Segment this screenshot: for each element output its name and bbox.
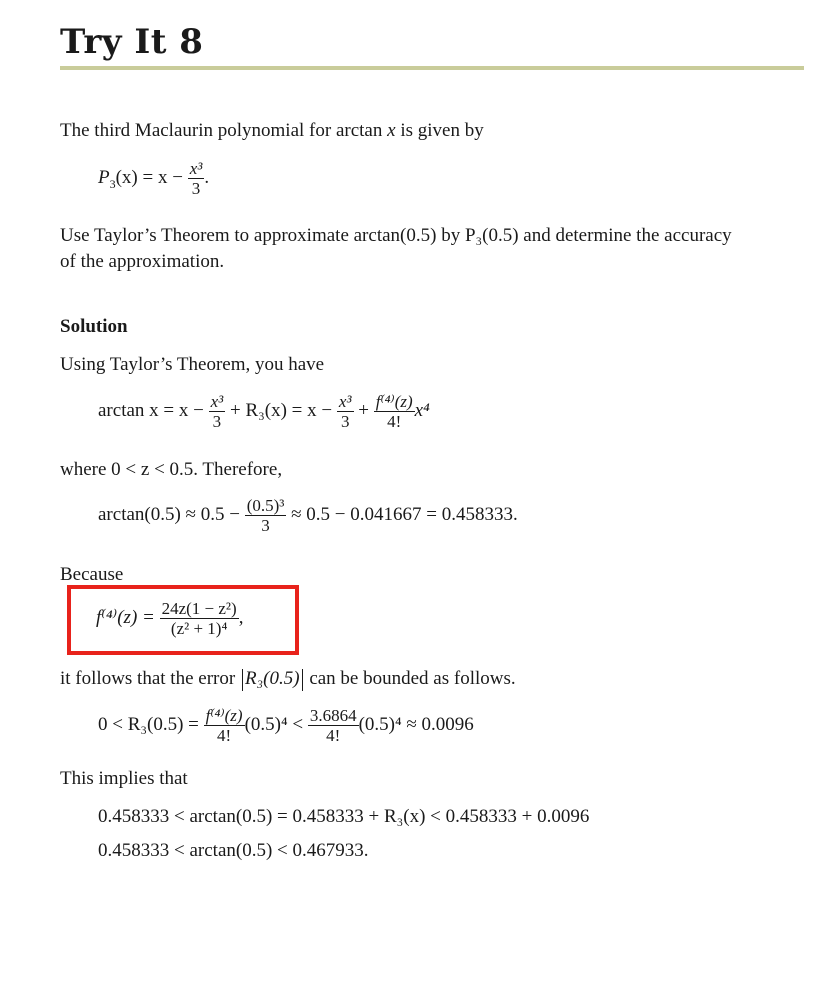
eq2-tail: ≈ 0.5 − 0.041667 = 0.458333. xyxy=(291,504,518,526)
title-divider xyxy=(60,66,804,70)
intro-text xyxy=(60,120,484,142)
eq1-plus: + xyxy=(358,400,369,422)
follows-before: it follows that the error xyxy=(60,668,236,689)
intro-text-var: x xyxy=(387,120,396,141)
arctan-approx-equation xyxy=(98,497,518,535)
eq3-tail: , xyxy=(238,607,244,629)
poly-arg: (x) = x − xyxy=(115,167,183,189)
eq1-frac2-num: x³ xyxy=(338,392,352,411)
eq1-frac1-den: 3 xyxy=(209,411,226,431)
eq3-num: 24z(1 − z²) xyxy=(161,599,237,618)
eq1-frac2-den: 3 xyxy=(337,411,354,431)
intro-text-before: The third Maclaurin polynomial for arctan xyxy=(60,120,388,141)
eq1-tail: x⁴ xyxy=(414,400,430,422)
eq1-fraction-1 xyxy=(209,393,226,431)
poly-num: x³ xyxy=(189,159,203,178)
intro-text-after: is given by xyxy=(395,120,484,141)
fourth-derivative-equation xyxy=(96,600,243,638)
poly-den: 3 xyxy=(188,178,205,198)
inequality-line-2: 0.458333 < arctan(0.5) < 0.467933. xyxy=(98,840,369,861)
eq1-fraction-2 xyxy=(337,393,354,431)
poly-end: . xyxy=(204,167,210,189)
eq1-frac1-num: x³ xyxy=(210,392,224,411)
poly-sub: 3 xyxy=(109,177,116,192)
eq3-lhs: f⁽⁴⁾(z) = xyxy=(96,607,155,629)
poly-fraction xyxy=(188,160,205,198)
eq1-frac3-num: f⁽⁴⁾(z) xyxy=(375,392,413,411)
eq4-den2: 4! xyxy=(308,725,359,745)
eq3-fraction xyxy=(160,600,239,638)
because-text: Because xyxy=(60,564,124,585)
eq4-den1: 4! xyxy=(204,725,245,745)
eq4-num2: 3.6864 xyxy=(309,706,357,725)
inequality-line-1: 0.458333 < arctan(0.5) = 0.458333 + R₃(x) < 0.458333 + 0.0096 xyxy=(98,806,590,827)
eq4-num1: f⁽⁴⁾(z) xyxy=(205,706,243,725)
where-line: where 0 < z < 0.5. Therefore, xyxy=(60,459,283,480)
eq4-fraction-2 xyxy=(308,707,359,745)
implies-text: This implies that xyxy=(60,768,188,789)
eq2-den: 3 xyxy=(245,515,287,535)
eq4-tail: (0.5)⁴ ≈ 0.0096 xyxy=(358,714,474,736)
abs-bar-right xyxy=(302,669,303,691)
eq2-lhs: arctan(0.5) ≈ 0.5 − xyxy=(98,504,240,526)
eq2-fraction xyxy=(245,497,287,535)
error-bound-equation xyxy=(98,707,474,745)
task-line-2: of the approximation. xyxy=(60,251,225,272)
solution-heading: Solution xyxy=(60,316,128,337)
eq4-fraction-1 xyxy=(204,707,245,745)
eq4-lhs: 0 < R₃(0.5) = xyxy=(98,714,199,736)
polynomial-equation xyxy=(98,160,209,198)
solution-intro: Using Taylor’s Theorem, you have xyxy=(60,354,325,375)
follows-after: can be bounded as follows. xyxy=(309,668,516,689)
taylor-equation xyxy=(98,393,430,431)
eq1-fraction-3 xyxy=(374,393,415,431)
follows-text xyxy=(60,668,516,691)
eq1-lhs: arctan x = x − xyxy=(98,400,204,422)
eq4-mid: (0.5)⁴ < xyxy=(244,714,304,736)
eq1-frac3-den: 4! xyxy=(374,411,415,431)
task-line-1: Use Taylor’s Theorem to approximate arctan(0.5) by P₃(0.5) and determine the accuracy xyxy=(60,225,732,246)
eq1-mid: + R₃(x) = x − xyxy=(230,400,333,422)
eq3-den: (z² + 1)⁴ xyxy=(160,618,239,638)
eq2-num: (0.5)³ xyxy=(246,496,285,515)
page-title: Try It 8 xyxy=(60,22,204,62)
poly-lhs: P xyxy=(98,167,110,189)
follows-error: R₃(0.5) xyxy=(244,668,300,689)
abs-bar-left xyxy=(242,669,243,691)
